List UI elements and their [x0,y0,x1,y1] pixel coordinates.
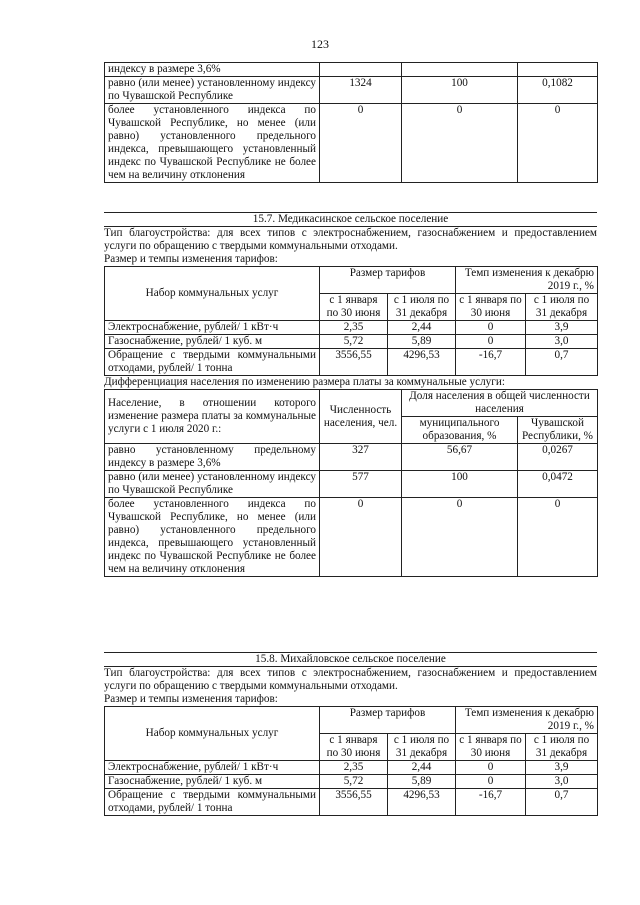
change-header: Темп изменения к декабрю 2019 г., % [456,707,598,734]
section-15-7 [104,212,597,577]
size-jan-cell: 2,35 [320,321,388,335]
size-jan-cell: 3556,55 [320,349,388,376]
municipal-cell: 0 [402,498,518,577]
municipal-cell [402,63,518,77]
jul-header: с 1 июля по 31 декабря [388,294,456,321]
jul-header: с 1 июля по 31 декабря [388,734,456,761]
services-header: Набор коммунальных услуг [105,267,320,321]
municipal-cell: 0 [402,104,518,183]
municipal-cell: 100 [402,77,518,104]
table-row [105,104,598,183]
size-jul-cell: 4296,53 [388,349,456,376]
change-jan-cell: 0 [456,775,526,789]
municipal-cell: 100 [402,471,518,498]
service-name: Электроснабжение, рублей/ 1 кВт·ч [105,321,320,335]
diff-header-row [105,390,598,417]
change-header: Темп изменения к декабрю 2019 г., % [456,267,598,294]
republic-cell [518,63,598,77]
count-cell: 0 [320,104,402,183]
change-jul-cell: 0,7 [526,789,598,816]
size-jul-cell: 5,89 [388,775,456,789]
change-jul-cell: 3,9 [526,321,598,335]
table-row [105,471,598,498]
republic-cell: 0,1082 [518,77,598,104]
rates-table [104,266,598,376]
section-heading: 15.8. Михайловское сельское поселение [104,652,597,667]
count-cell: 1324 [320,77,402,104]
top-diff-table [104,62,598,183]
size-jul-cell: 4296,53 [388,789,456,816]
size-jul-cell: 2,44 [388,761,456,775]
count-header: Численность населения, чел. [320,390,402,444]
row-label: равно (или менее) установленному индексу по Чувашской Республике [105,471,320,498]
count-cell: 327 [320,444,402,471]
republic-header: Чувашской Республики, % [518,417,598,444]
republic-cell: 0 [518,498,598,577]
row-label: индексу в размере 3,6% [105,63,320,77]
rates-table [104,706,598,816]
change-jan-cell: -16,7 [456,349,526,376]
count-cell: 0 [320,498,402,577]
size-jan-cell: 3556,55 [320,789,388,816]
table-row [105,335,598,349]
size-header: Размер тарифов [320,707,456,734]
change-jan-cell: -16,7 [456,789,526,816]
table-row [105,498,598,577]
page-number: 123 [311,37,329,51]
rates-caption: Размер и темпы изменения тарифов: [104,253,278,265]
change-jul-cell: 3,0 [526,775,598,789]
service-name: Обращение с твердыми коммунальными отходами, рублей/ 1 тонна [105,789,320,816]
table-row [105,63,598,77]
table-row [105,789,598,816]
improvement-type-text: Тип благоустройства: для всех типов с электроснабжением, газоснабжением и предоставлением услуги по обращению с твердыми коммунальными отходами. [104,227,597,252]
municipal-cell: 56,67 [402,444,518,471]
size-jul-cell: 2,44 [388,321,456,335]
jan-header: с 1 января по 30 июня [456,294,526,321]
improvement-type-text: Тип благоустройства: для всех типов с электроснабжением, газоснабжением и предоставлением услуги по обращению с твердыми коммунальными отходами. [104,667,597,692]
change-jul-cell: 3,0 [526,335,598,349]
share-header: Доля населения в общей численности населения [402,390,598,417]
change-jan-cell: 0 [456,335,526,349]
diff-caption: Дифференциация населения по изменению размера платы за коммунальные услуги: [104,376,505,388]
republic-cell: 0,0472 [518,471,598,498]
top-diff-table-block [104,62,597,183]
change-jul-cell: 0,7 [526,349,598,376]
population-header: Население, в отношении которого изменение размера платы за коммунальные услуги с 1 июля 2020 г.: [105,390,320,444]
jan-header: с 1 января по 30 июня [320,734,388,761]
size-header: Размер тарифов [320,267,456,294]
rates-caption: Размер и темпы изменения тарифов: [104,693,278,705]
rates-header-row [105,267,598,294]
row-label: более установленного индекса по Чувашской Республике, но менее (или равно) установленного предельного индекса, превышающего установленный индекс по Чувашской Республике не более чем на величину отклонения [105,104,320,183]
services-header: Набор коммунальных услуг [105,707,320,761]
size-jan-cell: 2,35 [320,761,388,775]
republic-cell: 0,0267 [518,444,598,471]
table-row [105,349,598,376]
count-cell: 577 [320,471,402,498]
change-jan-cell: 0 [456,761,526,775]
section-15-8 [104,652,597,816]
row-label: более установленного индекса по Чувашской Республике, но менее (или равно) установленного предельного индекса, превышающего установленный индекс по Чувашской Республике не более чем на величину отклонения [105,498,320,577]
service-name: Газоснабжение, рублей/ 1 куб. м [105,335,320,349]
section-heading: 15.7. Медикасинское сельское поселение [104,212,597,227]
row-label: равно установленному предельному индексу в размере 3,6% [105,444,320,471]
change-jul-cell: 3,9 [526,761,598,775]
count-cell [320,63,402,77]
rates-header-row [105,707,598,734]
change-jan-cell: 0 [456,321,526,335]
table-row [105,321,598,335]
jul-header: с 1 июля по 31 декабря [526,734,598,761]
size-jan-cell: 5,72 [320,335,388,349]
diff-table [104,389,598,577]
service-name: Газоснабжение, рублей/ 1 куб. м [105,775,320,789]
republic-cell: 0 [518,104,598,183]
jan-header: с 1 января по 30 июня [456,734,526,761]
table-row [105,444,598,471]
jul-header: с 1 июля по 31 декабря [526,294,598,321]
size-jul-cell: 5,89 [388,335,456,349]
table-row [105,77,598,104]
size-jan-cell: 5,72 [320,775,388,789]
table-row [105,775,598,789]
table-row [105,761,598,775]
service-name: Электроснабжение, рублей/ 1 кВт·ч [105,761,320,775]
jan-header: с 1 января по 30 июня [320,294,388,321]
row-label: равно (или менее) установленному индексу по Чувашской Республике [105,77,320,104]
service-name: Обращение с твердыми коммунальными отходами, рублей/ 1 тонна [105,349,320,376]
municipal-header: муниципального образования, % [402,417,518,444]
